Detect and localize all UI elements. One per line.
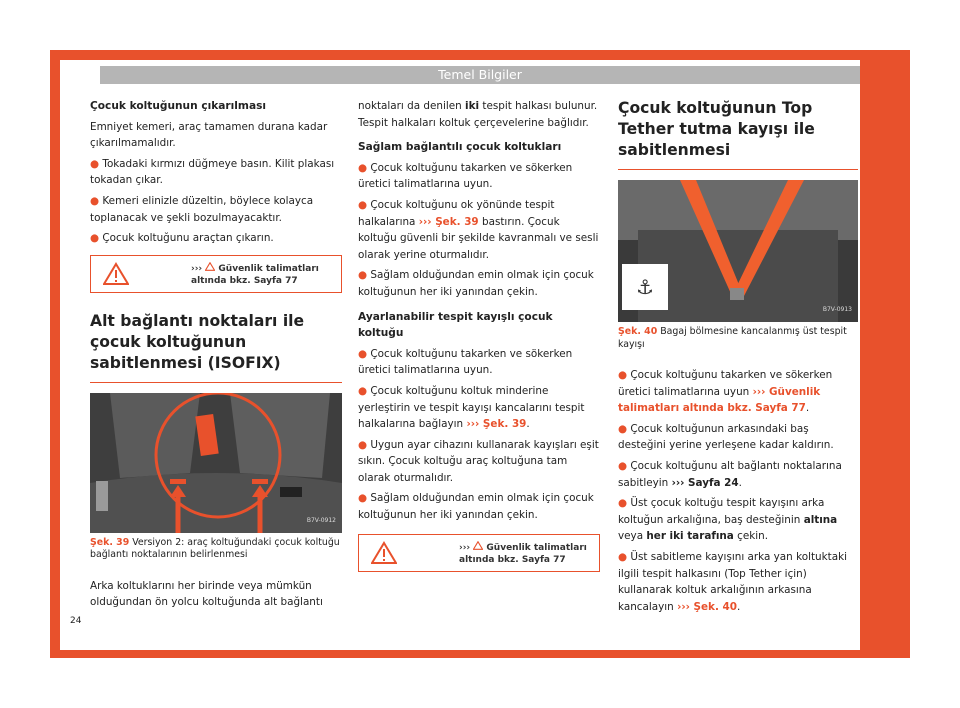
safety-link[interactable]: ››› Güvenlik talimatları altında bkz. Sayfa 77	[618, 385, 821, 415]
warning-icon	[205, 262, 215, 271]
list-item: ● Tokadaki kırmızı düğmeye basın. Kilit plakası tokadan çıkar.	[90, 157, 335, 187]
figure-top-tether-photo	[618, 180, 858, 322]
column-3	[618, 98, 858, 619]
list-item: ● Çocuk koltuğunu takarken ve sökerken üretici talimatlarına uyun.	[358, 347, 573, 377]
figure-code: B7V-0912	[306, 517, 336, 525]
section-title-top-tether: Çocuk koltuğunun Top Tether tutma kayışı ile sabitlenmesi	[618, 98, 858, 170]
svg-text:⚓: ⚓	[636, 275, 654, 299]
list-item: ● Çocuk koltuğunu ok yönünde tespit halkalarına ››› Şek. 39 bastırın. Çocuk koltuğu güvenli bir şekilde kavranmalı ve sesli olarak yerine oturmalıdır.	[358, 198, 599, 261]
page-header: Temel Bilgiler	[100, 66, 860, 84]
list-item: ● Çocuk koltuğunu koltuk minderine yerleştirin ve tespit kayışı kancalarını tespit halkalarına bağlayın ››› Şek. 39.	[358, 384, 585, 431]
list-item: ● Çocuk koltuğunu alt bağlantı noktalarına sabitleyin ››› Sayfa 24.	[618, 459, 842, 489]
warning-icon	[473, 541, 483, 550]
subsection-title-adjustable: Ayarlanabilir tespit kayışlı çocuk koltuğu	[358, 310, 553, 340]
list-item: ● Üst çocuk koltuğu tespit kayışını arka koltuğun arkalığına, baş desteğinin altına veya her iki tarafına çekin.	[618, 497, 838, 543]
figure-link[interactable]: ››› Şek. 39	[418, 215, 479, 228]
warning-icon	[103, 262, 129, 286]
column-1	[90, 98, 342, 615]
section-title-removal: Çocuk koltuğunun çıkarılması	[90, 100, 267, 112]
list-item: ● Çocuk koltuğunun arkasındaki baş desteğini yerine yerleşene kadar kaldırın.	[618, 422, 834, 452]
figure-link[interactable]: ››› Şek. 39	[466, 418, 527, 431]
isofix-seat-illustration	[90, 393, 342, 533]
bullet-icon: ●	[90, 232, 103, 245]
safety-warning-box	[358, 534, 600, 572]
warning-text[interactable]: ››› Güvenlik talimatları altında bkz. Sayfa 77	[459, 542, 587, 565]
top-tether-illustration	[618, 180, 858, 322]
bullet-icon: ●	[90, 194, 103, 207]
body-text: noktaları da denilen iki tespit halkası bulunur. Tespit halkaları koltuk çerçevelerine bağlıdır.	[358, 100, 598, 129]
figure-code: B7V-0913	[822, 306, 852, 314]
figure-link[interactable]: ››› Şek. 40	[677, 600, 737, 613]
list-item: ● Sağlam olduğundan emin olmak için çocuk koltuğunun her iki yanından çekin.	[358, 269, 594, 298]
list-item: ● Çocuk koltuğunu takarken ve sökerken üretici talimatlarına uyun.	[358, 161, 573, 191]
figure-caption: Şek. 39 Versiyon 2: araç koltuğundaki çocuk koltuğu bağlantı noktalarının belirlenmesi	[90, 536, 340, 561]
warning-icon	[371, 541, 397, 565]
document-page	[60, 60, 860, 650]
list-item: ● Sağlam olduğundan emin olmak için çocuk koltuğunun her iki yanından çekin.	[358, 492, 594, 522]
section-title-isofix: Alt bağlantı noktaları ile çocuk koltuğunun sabitlenmesi (ISOFIX)	[90, 311, 342, 383]
list-item: ● Çocuk koltuğunu araçtan çıkarın.	[90, 232, 274, 245]
figure-caption: Şek. 40 Bagaj bölmesine kancalanmış üst tespit kayışı	[618, 326, 847, 350]
safety-warning-box	[90, 255, 342, 293]
intro-text: Emniyet kemeri, araç tamamen durana kadar çıkarılmamalıdır.	[90, 120, 328, 150]
page-number: 24	[70, 616, 82, 626]
subsection-title-rigid: Sağlam bağlantılı çocuk koltukları	[358, 141, 562, 154]
column-2	[358, 98, 600, 576]
figure-isofix-photo	[90, 393, 342, 533]
list-item: ● Üst sabitleme kayışını arka yan koltuktaki ilgili tespit halkasını (Top Tether için) kullanarak koltuk arkalığının arkasına kancalayın ››› Şek. 40.	[618, 550, 847, 613]
list-item: ● Kemeri elinizle düzeltin, böylece kolayca toplanacak ve şekli bozulmayacaktır.	[90, 194, 314, 224]
list-item: ● Çocuk koltuğunu takarken ve sökerken üretici talimatlarına uyun ››› Güvenlik talimatları altında bkz. Sayfa 77.	[618, 369, 833, 415]
body-text: Arka koltuklarını her birinde veya mümkün olduğundan ön yolcu koltuğunda alt bağlantı	[90, 579, 323, 609]
list-item: ● Uygun ayar cihazını kullanarak kayışları eşit sıkın. Çocuk koltuğu araç koltuğuna tam olarak oturmalıdır.	[358, 438, 599, 484]
page-link[interactable]: ››› Sayfa 24	[671, 476, 739, 489]
warning-text[interactable]: ››› Güvenlik talimatları altında bkz. Sayfa 77	[191, 263, 319, 286]
bullet-icon: ●	[90, 157, 103, 170]
